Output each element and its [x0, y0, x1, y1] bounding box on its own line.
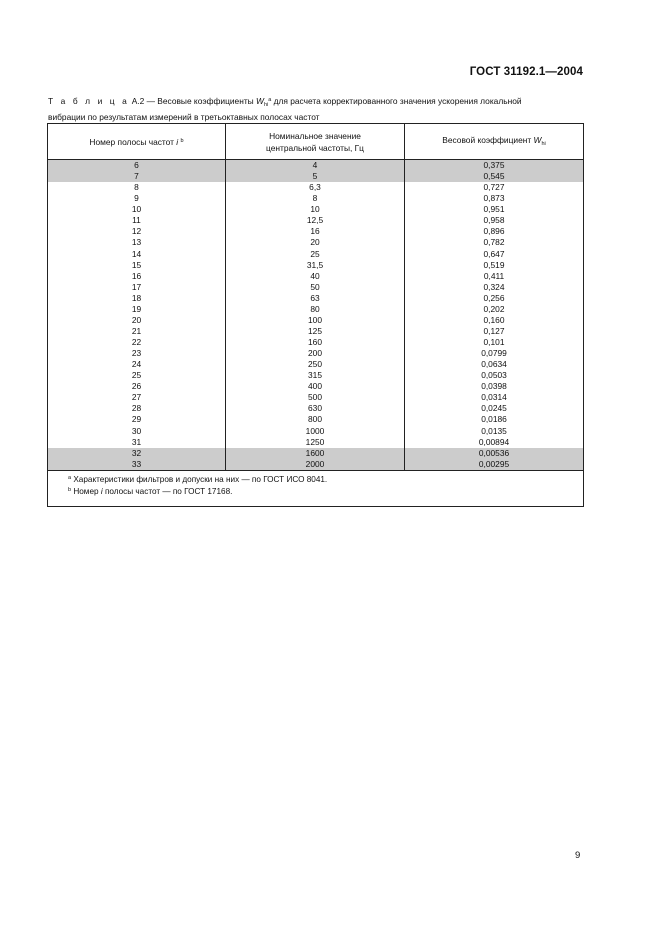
cell-band-number: 23 [48, 348, 226, 359]
cell-band-number: 29 [48, 414, 226, 425]
cell-band-number: 9 [48, 193, 226, 204]
cell-band-number: 26 [48, 381, 226, 392]
cell-nominal-frequency: 40 [226, 271, 405, 282]
cell-band-number: 8 [48, 182, 226, 193]
caption-prefix: Т а б л и ц а [48, 96, 130, 106]
caption-title-start: — Весовые коэффициенты [146, 96, 254, 106]
caption-title-line2: вибрации по результатам измерений в третьоктавных полосах частот [48, 111, 320, 122]
cell-band-number: 10 [48, 204, 226, 215]
cell-band-number: 25 [48, 370, 226, 381]
header-nominal-line2: центральной частоты, Гц [266, 142, 364, 153]
table-row [48, 370, 584, 381]
cell-weight-coefficient: 0,727 [405, 182, 584, 193]
cell-nominal-frequency: 25 [226, 249, 405, 260]
cell-nominal-frequency: 63 [226, 293, 405, 304]
cell-nominal-frequency: 1000 [226, 426, 405, 437]
cell-nominal-frequency: 10 [226, 204, 405, 215]
table-row [48, 359, 584, 370]
cell-band-number: 31 [48, 437, 226, 448]
table-row [48, 160, 584, 172]
cell-weight-coefficient: 0,101 [405, 337, 584, 348]
table-row [48, 337, 584, 348]
cell-nominal-frequency: 12,5 [226, 215, 405, 226]
cell-nominal-frequency: 200 [226, 348, 405, 359]
cell-nominal-frequency: 630 [226, 403, 405, 414]
cell-nominal-frequency: 6,3 [226, 182, 405, 193]
cell-nominal-frequency: 1250 [226, 437, 405, 448]
table-row [48, 237, 584, 248]
cell-band-number: 33 [48, 459, 226, 471]
cell-nominal-frequency: 2000 [226, 459, 405, 471]
table-row [48, 282, 584, 293]
table-row [48, 226, 584, 237]
cell-nominal-frequency: 125 [226, 326, 405, 337]
caption-table-number: А.2 [131, 96, 145, 106]
table-row [48, 437, 584, 448]
table-row [48, 304, 584, 315]
weighting-table-wrapper [47, 123, 584, 507]
cell-band-number: 13 [48, 237, 226, 248]
table-notes-row [48, 470, 584, 506]
cell-nominal-frequency: 500 [226, 392, 405, 403]
cell-weight-coefficient: 0,127 [405, 326, 584, 337]
cell-weight-coefficient: 0,00295 [405, 459, 584, 471]
table-body [48, 160, 584, 471]
table-row [48, 215, 584, 226]
table-row [48, 193, 584, 204]
table-row [48, 326, 584, 337]
cell-band-number: 21 [48, 326, 226, 337]
caption-title-rest: для расчета корректированного значения ускорения локальной [273, 96, 522, 106]
cell-band-number: 7 [48, 171, 226, 182]
cell-weight-coefficient: 0,647 [405, 249, 584, 260]
cell-weight-coefficient: 0,256 [405, 293, 584, 304]
caption-symbol-sup: a [268, 97, 272, 103]
weighting-table [47, 123, 584, 507]
cell-band-number: 20 [48, 315, 226, 326]
cell-weight-coefficient: 0,951 [405, 204, 584, 215]
cell-weight-coefficient: 0,0314 [405, 392, 584, 403]
cell-weight-coefficient: 0,782 [405, 237, 584, 248]
header-weight-coefficient [405, 124, 584, 160]
cell-band-number: 6 [48, 160, 226, 172]
cell-nominal-frequency: 160 [226, 337, 405, 348]
cell-nominal-frequency: 16 [226, 226, 405, 237]
cell-band-number: 15 [48, 260, 226, 271]
cell-nominal-frequency: 8 [226, 193, 405, 204]
cell-nominal-frequency: 315 [226, 370, 405, 381]
table-row [48, 426, 584, 437]
table-notes [48, 470, 584, 506]
table-row [48, 182, 584, 193]
table-row [48, 459, 584, 471]
table-row [48, 249, 584, 260]
cell-weight-coefficient: 0,411 [405, 271, 584, 282]
table-caption [48, 95, 588, 123]
cell-weight-coefficient: 0,0186 [405, 414, 584, 425]
table-row [48, 392, 584, 403]
cell-weight-coefficient: 0,958 [405, 215, 584, 226]
table-row [48, 293, 584, 304]
table-row [48, 414, 584, 425]
cell-band-number: 17 [48, 282, 226, 293]
note-b-mark: b [68, 487, 72, 494]
cell-nominal-frequency: 5 [226, 171, 405, 182]
cell-nominal-frequency: 50 [226, 282, 405, 293]
cell-weight-coefficient: 0,896 [405, 226, 584, 237]
cell-band-number: 24 [48, 359, 226, 370]
caption-symbol: W [256, 96, 264, 106]
cell-band-number: 30 [48, 426, 226, 437]
cell-weight-coefficient: 0,873 [405, 193, 584, 204]
cell-band-number: 32 [48, 448, 226, 459]
note-a [68, 473, 563, 486]
page-number: 9 [575, 850, 581, 861]
cell-nominal-frequency: 1600 [226, 448, 405, 459]
cell-weight-coefficient: 0,00894 [405, 437, 584, 448]
header-band-label: Номер полосы частот [89, 137, 174, 147]
cell-band-number: 22 [48, 337, 226, 348]
cell-band-number: 28 [48, 403, 226, 414]
cell-nominal-frequency: 400 [226, 381, 405, 392]
header-weight-symbol: W [533, 134, 542, 145]
header-band-var: i [176, 137, 179, 147]
note-b-var: i [100, 487, 103, 497]
cell-weight-coefficient: 0,202 [405, 304, 584, 315]
note-a-mark: a [68, 474, 72, 481]
cell-weight-coefficient: 0,00536 [405, 448, 584, 459]
table-row [48, 171, 584, 182]
header-nominal-line1: Номинальное значение [269, 130, 361, 141]
cell-nominal-frequency: 20 [226, 237, 405, 248]
table-row [48, 315, 584, 326]
cell-nominal-frequency: 800 [226, 414, 405, 425]
cell-band-number: 19 [48, 304, 226, 315]
table-row [48, 204, 584, 215]
header-band-number [48, 124, 226, 160]
cell-weight-coefficient: 0,0398 [405, 381, 584, 392]
cell-band-number: 14 [48, 249, 226, 260]
table-row [48, 448, 584, 459]
table-row [48, 403, 584, 414]
table-row [48, 381, 584, 392]
cell-weight-coefficient: 0,545 [405, 171, 584, 182]
cell-weight-coefficient: 0,0503 [405, 370, 584, 381]
document-code: ГОСТ 31192.1—2004 [469, 66, 583, 78]
cell-band-number: 18 [48, 293, 226, 304]
cell-weight-coefficient: 0,375 [405, 160, 584, 172]
cell-nominal-frequency: 4 [226, 160, 405, 172]
header-weight-sub: hi [541, 140, 546, 147]
cell-nominal-frequency: 100 [226, 315, 405, 326]
cell-nominal-frequency: 80 [226, 304, 405, 315]
note-b-text-before: Номер [73, 487, 99, 497]
cell-nominal-frequency: 250 [226, 359, 405, 370]
table-header-row [48, 124, 584, 160]
cell-band-number: 11 [48, 215, 226, 226]
cell-band-number: 16 [48, 271, 226, 282]
caption-symbol-sub: hi [263, 102, 269, 108]
cell-band-number: 12 [48, 226, 226, 237]
cell-weight-coefficient: 0,324 [405, 282, 584, 293]
cell-weight-coefficient: 0,0135 [405, 426, 584, 437]
table-row [48, 348, 584, 359]
note-b [68, 485, 563, 498]
cell-weight-coefficient: 0,0799 [405, 348, 584, 359]
header-band-sup: b [180, 138, 184, 144]
table-row [48, 271, 584, 282]
cell-weight-coefficient: 0,0245 [405, 403, 584, 414]
table-row [48, 260, 584, 271]
cell-weight-coefficient: 0,160 [405, 315, 584, 326]
cell-weight-coefficient: 0,0634 [405, 359, 584, 370]
cell-weight-coefficient: 0,519 [405, 260, 584, 271]
note-b-text-after: полосы частот — по ГОСТ 17168. [104, 487, 233, 497]
note-a-text: Характеристики фильтров и допуски на них — по ГОСТ ИСО 8041. [73, 474, 328, 484]
header-nominal-frequency [226, 124, 405, 160]
header-weight-label: Весовой коэффициент [442, 134, 532, 145]
cell-band-number: 27 [48, 392, 226, 403]
cell-nominal-frequency: 31,5 [226, 260, 405, 271]
